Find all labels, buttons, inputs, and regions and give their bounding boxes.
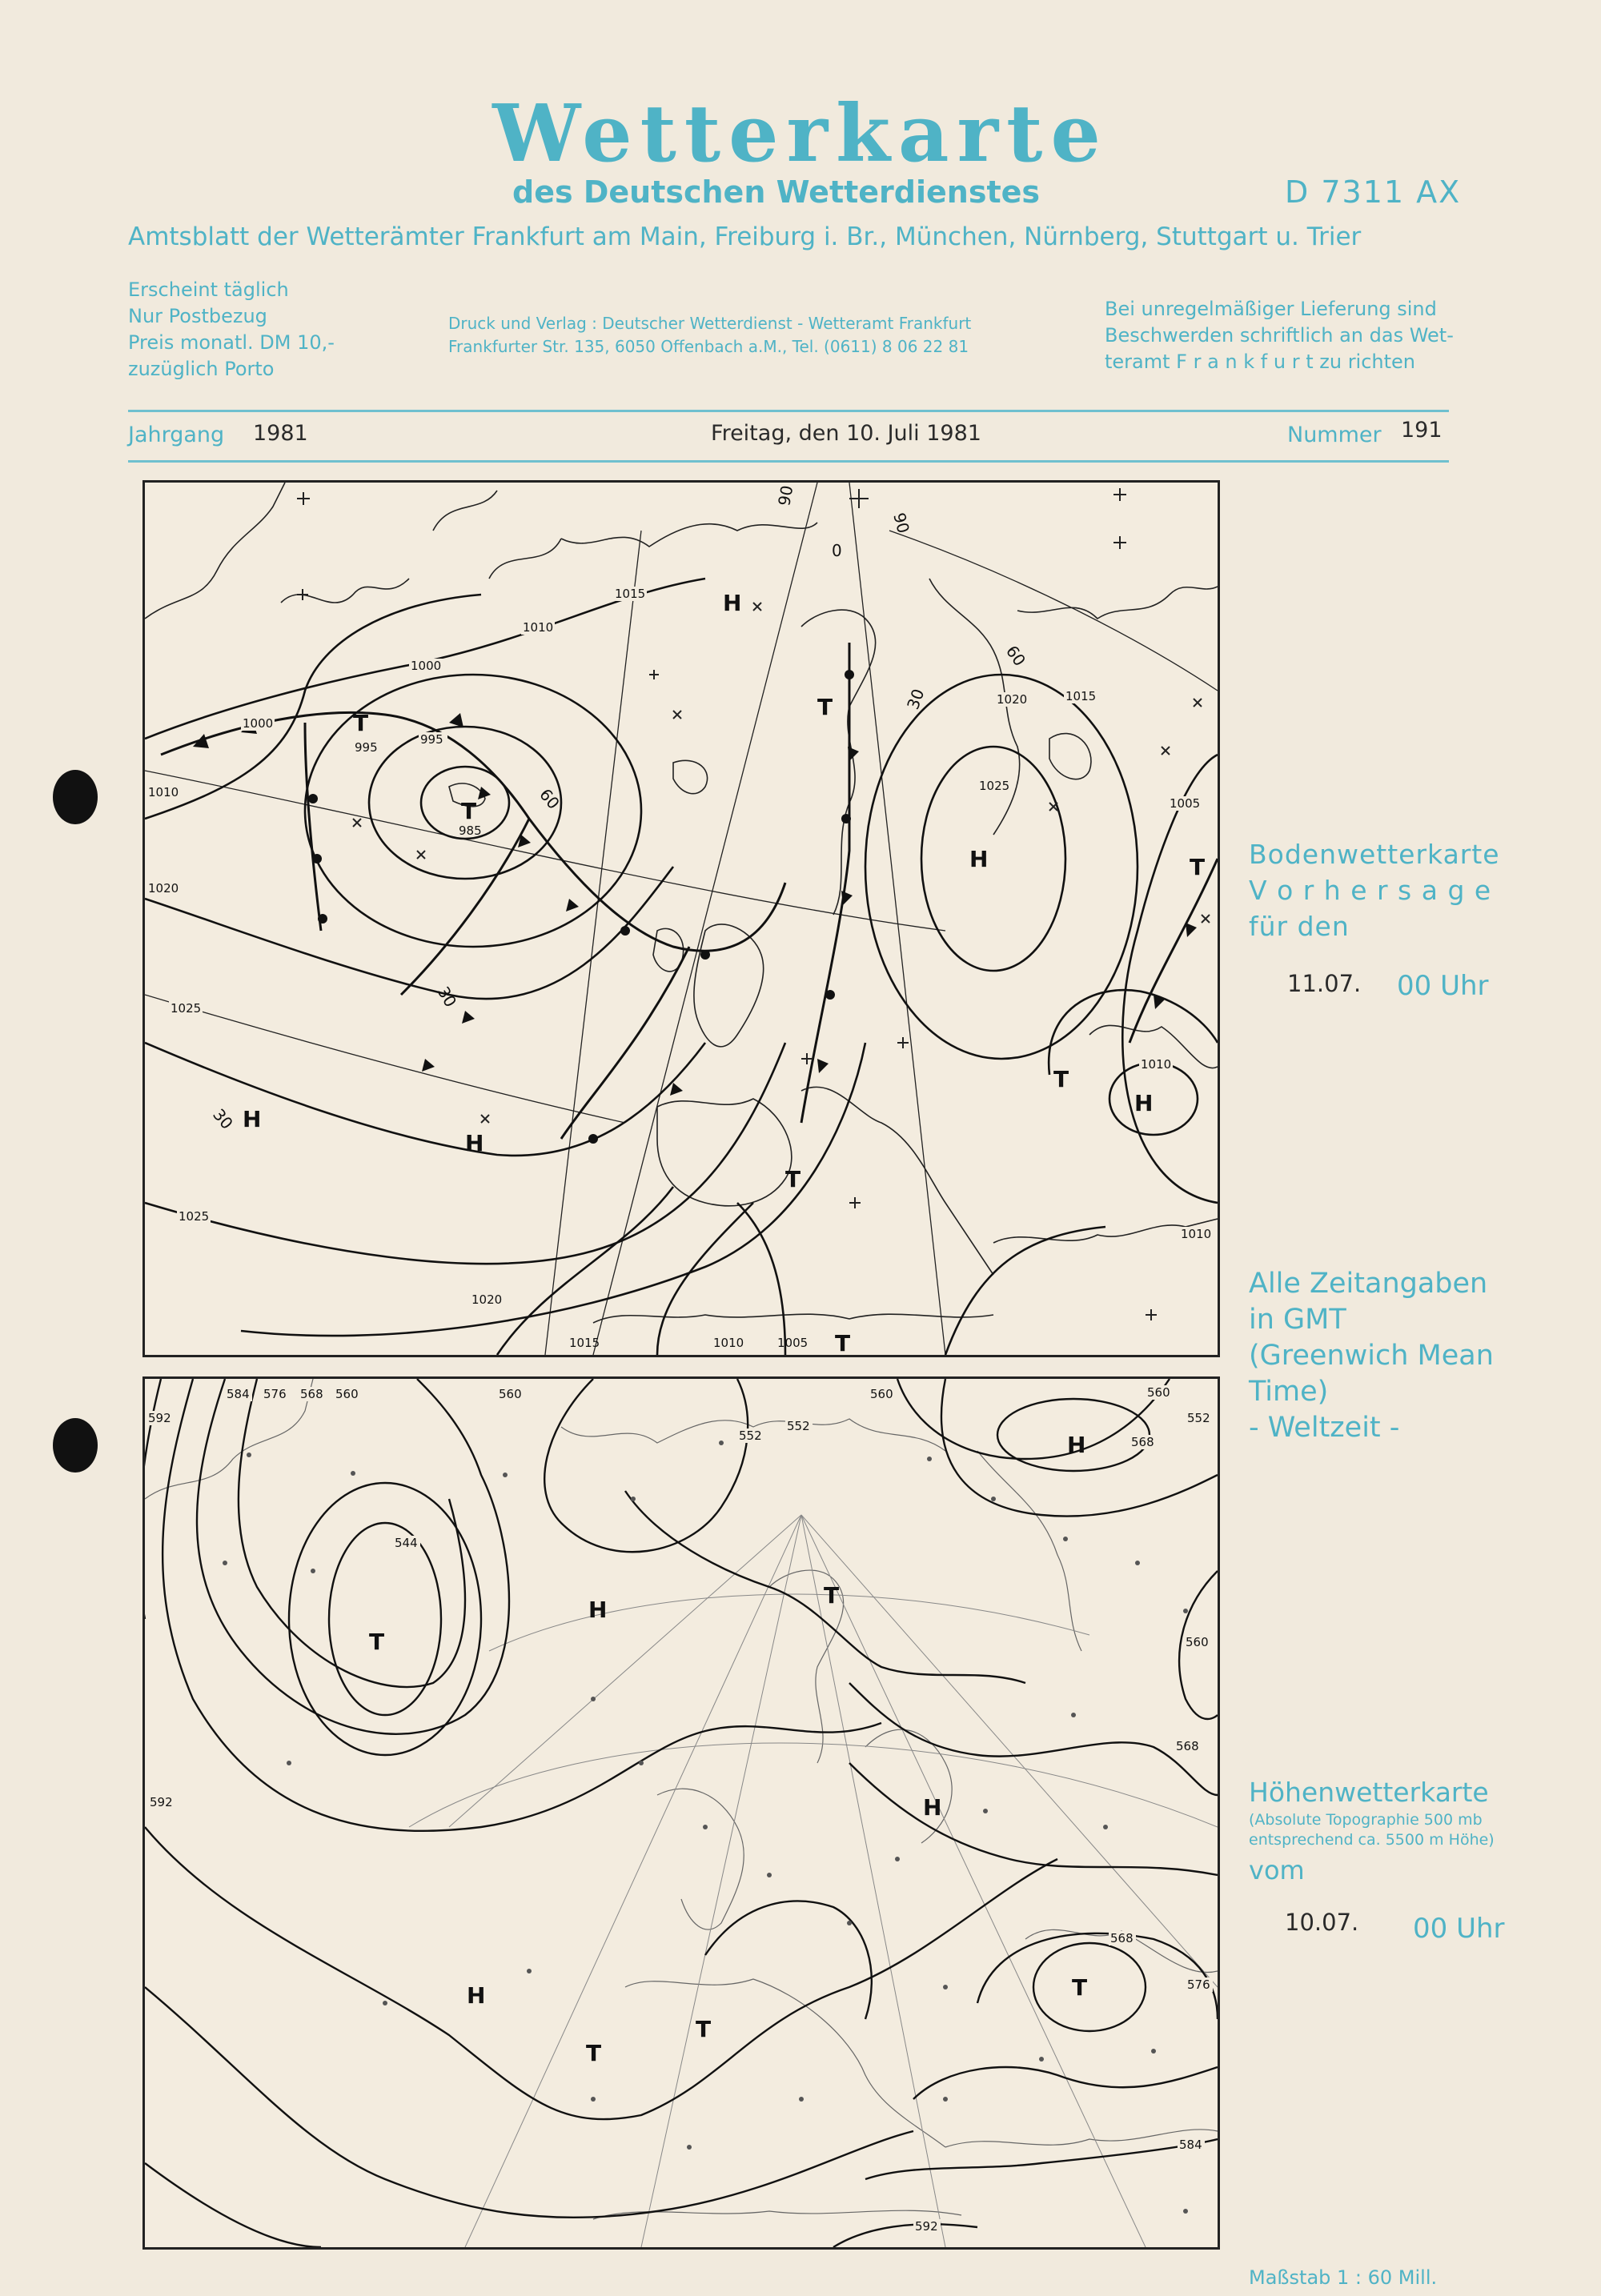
isobar-label: 1010: [713, 1336, 744, 1350]
low-pressure-label: T: [353, 710, 369, 736]
coastlines: [145, 1379, 1218, 2219]
height-label: 560: [870, 1387, 893, 1401]
low-pressure-label: T: [1190, 854, 1206, 880]
year-label: Jahrgang: [128, 423, 225, 447]
coastlines: [145, 483, 1218, 1323]
isobars: [145, 579, 1218, 1355]
low-pressure-label: T: [785, 1166, 801, 1192]
latitude-label: 30: [209, 1104, 237, 1133]
upper-map-caption: Höhenwetterkarte: [1249, 1777, 1489, 1808]
isobar-label: 1025: [171, 1001, 202, 1016]
upper-map-vom-label: vom: [1249, 1855, 1305, 1885]
issue-number: 191: [1401, 418, 1443, 443]
low-pressure-label: T: [835, 1330, 851, 1355]
isobar-label: 995: [355, 740, 378, 755]
height-label: 552: [1187, 1411, 1210, 1425]
height-label: 544: [395, 1536, 418, 1550]
high-pressure-label: H: [588, 1597, 608, 1623]
high-pressure-label: H: [723, 590, 742, 616]
isobar-label: 1015: [1065, 689, 1097, 703]
upper-map-valid-time: 00 Uhr: [1413, 1913, 1505, 1945]
isobar-label: 1020: [471, 1292, 503, 1307]
latitude-label: 60: [1001, 642, 1030, 670]
isobar-label: 1000: [411, 659, 442, 673]
height-label: 560: [1147, 1385, 1170, 1400]
height-label: 592: [148, 1411, 171, 1425]
longitude-label: 0: [832, 541, 842, 560]
low-pressure-label: T: [824, 1582, 840, 1609]
map-scale: Maßstab 1 : 60 Mill.: [1249, 2266, 1438, 2289]
height-label: 584: [227, 1387, 250, 1401]
high-pressure-label: H: [467, 1982, 486, 2009]
low-pressure-label: T: [1053, 1066, 1069, 1092]
height-label: 568: [1110, 1931, 1134, 1945]
official-gazette-line: Amtsblatt der Wetterämter Frankfurt am Main, Freiburg i. Br., München, Nürnberg, Stuttgart u. Trier: [128, 222, 1362, 251]
surface-map-drawing: [145, 483, 1218, 1355]
isobar-label: 1010: [1141, 1057, 1172, 1072]
height-label: 560: [499, 1387, 522, 1401]
height-label: 592: [915, 2219, 938, 2234]
surface-weather-map: [142, 480, 1220, 1357]
high-pressure-label: H: [465, 1130, 484, 1156]
isobar-label: 1020: [997, 692, 1028, 707]
height-label: 560: [335, 1387, 359, 1401]
height-contours: [145, 1379, 1218, 2247]
low-pressure-label: T: [817, 694, 833, 720]
upper-air-map: [142, 1376, 1220, 2250]
surface-map-valid-time: 00 Uhr: [1397, 970, 1489, 1002]
contour-value-labels: [146, 1385, 1213, 2234]
punch-hole: [53, 770, 98, 824]
height-label: 560: [1186, 1635, 1209, 1649]
latitude-label: 30: [433, 983, 461, 1011]
graticule: [145, 483, 1218, 1355]
isobar-label: 1015: [615, 587, 646, 601]
upper-map-valid-date: 10.07.: [1285, 1909, 1359, 1936]
high-pressure-label: H: [969, 846, 989, 872]
year-value: 1981: [253, 421, 308, 446]
low-pressure-label: T: [586, 2040, 602, 2066]
pressure-centers: [369, 1432, 1087, 2066]
delivery-complaints-info: Bei unregelmäßiger Lieferung sind Beschwerden schriftlich an das Wet- teramt F r a n k f u r t zu richten: [1105, 298, 1454, 373]
issue-date: Freitag, den 10. Juli 1981: [711, 421, 981, 446]
height-label: 576: [263, 1387, 287, 1401]
height-label: 576: [1187, 1977, 1210, 1992]
height-label: 584: [1179, 2138, 1202, 2152]
issue-number-label: Nummer: [1287, 423, 1382, 447]
isobar-label: 1015: [569, 1336, 600, 1350]
height-label: 552: [787, 1419, 810, 1433]
surface-map-caption: Bodenwetterkarte V o r h e r s a g e für den: [1249, 839, 1500, 942]
isobar-label: 1010: [148, 785, 179, 799]
latitude-label: 90: [889, 511, 913, 535]
height-label: 568: [1131, 1435, 1154, 1449]
low-pressure-label: T: [461, 798, 477, 824]
newspaper-subtitle: des Deutschen Wetterdienstes: [512, 174, 1041, 210]
latitude-label: 60: [536, 784, 564, 813]
isobar-label: 1025: [179, 1209, 210, 1224]
high-pressure-label: H: [923, 1794, 942, 1821]
isobar-label: 1020: [148, 881, 179, 896]
low-pressure-label: T: [369, 1629, 385, 1655]
height-label: 552: [739, 1428, 762, 1443]
high-pressure-label: H: [1067, 1432, 1086, 1458]
isobar-value-labels: [146, 587, 1213, 1350]
upper-map-description: (Absolute Topographie 500 mb entsprechend ca. 5500 m Höhe): [1249, 1811, 1495, 1849]
isobar-label: 995: [420, 732, 443, 747]
height-label: 568: [300, 1387, 323, 1401]
header-divider: [128, 410, 1449, 412]
isobar-label: 1010: [1181, 1227, 1212, 1241]
high-pressure-label: H: [1134, 1090, 1154, 1116]
front-symbols: [193, 670, 1197, 1144]
height-label: 592: [150, 1795, 173, 1809]
graticule: [409, 1515, 1218, 2247]
high-pressure-label: H: [243, 1106, 262, 1132]
isobar-label: 1000: [243, 716, 274, 731]
height-label: 568: [1176, 1739, 1199, 1753]
punch-hole: [53, 1418, 98, 1473]
newspaper-title: Wetterkarte: [492, 88, 1109, 180]
latitude-label: 30: [903, 686, 929, 712]
isobar-label: 1010: [523, 620, 554, 635]
low-pressure-label: T: [1072, 1974, 1088, 2001]
publisher-info: Druck und Verlag : Deutscher Wetterdienst - Wetteramt Frankfurt Frankfurter Str. 135, 6050 Offenbach a.M., Tel. (0611) 8 06 22 81: [448, 314, 972, 356]
isobar-label: 1005: [777, 1336, 809, 1350]
header-divider: [128, 460, 1449, 463]
isobar-label: 1005: [1170, 796, 1201, 811]
surface-map-valid-date: 11.07.: [1287, 970, 1362, 997]
low-pressure-label: T: [696, 2016, 712, 2042]
latitude-label: 90: [774, 483, 797, 507]
graticule-labels: [209, 484, 1029, 1133]
time-zone-note: Alle Zeitangaben in GMT (Greenwich Mean Time) - Weltzeit -: [1249, 1268, 1494, 1444]
subscription-info: Erscheint täglich Nur Postbezug Preis monatl. DM 10,- zuzüglich Porto: [128, 278, 335, 380]
document-code: D 7311 AX: [1285, 174, 1462, 210]
isobar-label: 1025: [979, 779, 1010, 793]
upper-map-drawing: [145, 1379, 1218, 2247]
grid-crosses: [297, 488, 1210, 1320]
isobar-label: 985: [459, 823, 482, 838]
